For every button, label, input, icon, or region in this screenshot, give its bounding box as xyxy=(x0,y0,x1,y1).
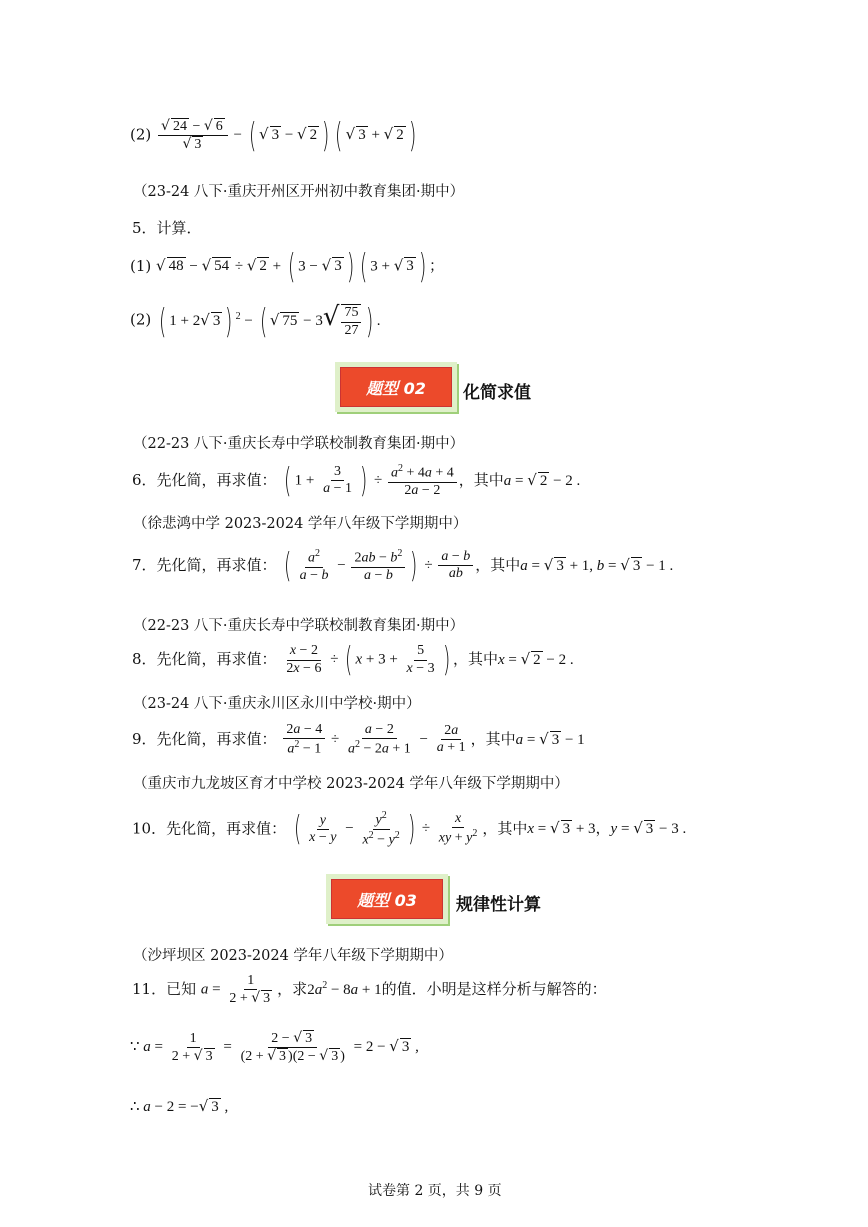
problem-5-part-2: (2) ( 1 + 2√ 3 ) $^2$ − ( √ 75 − 3√ $\frac{75}{27}$ ) . xyxy=(130,301,381,342)
problem-11: 11．已知 a = $\frac{1}{2 + √ 3}$ ，求$2a^2 - 8a + 1$的值．小明是这样分析与解答的： xyxy=(132,973,607,1007)
solution-line-2: ∴ a − 2 = −√ 3 , xyxy=(130,1096,229,1115)
source-note: （重庆市九龙坡区育才中学校 2023-2024 学年八年级下学期期中） xyxy=(133,776,569,792)
problem-7: 7．先化简，再求值： ( $\frac{a^2}{a - b}$ − $\frac{2ab - b^2}{a - b}$ ) ÷ $\frac{a - b}{ab}$ ，其中a = √ 3 + 1, b = √ 3 − 1 . xyxy=(132,545,674,586)
section-badge-label: 题型 03 xyxy=(331,879,443,919)
source-note: （23-24 八下·重庆永川区永川中学校·期中） xyxy=(133,696,421,712)
source-note: （22-23 八下·重庆长寿中学联校制教育集团·期中） xyxy=(133,436,465,452)
section-badge-02 xyxy=(335,362,457,412)
source-note: （徐悲鸿中学 2023-2024 学年八年级下学期期中） xyxy=(133,516,468,532)
solution-line-1: ∵ a = $\frac{1}{2 + √ 3}$ = $\frac{2 - √ 3}{(2 + √ 3 )(2 - √ 3 )}$ = 2 − √ 3 , xyxy=(130,1030,419,1065)
section-badge-03 xyxy=(326,874,448,924)
problem-5-part-1: (1) √ 48 − √ 54 ÷ √ 2 + ( 3 − √ 3 ) ( 3 + √ 3 ) ； xyxy=(130,247,445,287)
problem-8: 8．先化简，再求值： $\frac{x - 2}{2x - 6}$ ÷ ( x + 3 + $\frac{5}{x - 3}$ ) ，其中x = √ 2 − 2 . xyxy=(132,640,574,680)
page-footer: 试卷第 2 页，共 9 页 xyxy=(368,1183,502,1199)
source-note: （沙坪坝区 2023-2024 学年八年级下学期期中） xyxy=(133,948,453,964)
problem-4-part-2: (2) $\frac{√ 24 - √ 6}{√ 3}$ − ( √ 3 − √ 2 ) ( √ 3 + √ 2 ) xyxy=(130,115,417,156)
section-title-03: 规律性计算 xyxy=(456,895,541,915)
problem-9: 9．先化简，再求值： $\frac{2a - 4}{a^2 - 1}$ ÷ $\frac{a - 2}{a^2 - 2a + 1}$ − $\frac{2a}{a + 1}$ ，其中a = √ 3 − 1 xyxy=(132,722,585,757)
source-note: （22-23 八下·重庆长寿中学联校制教育集团·期中） xyxy=(133,618,465,634)
part-label: (2) xyxy=(130,125,152,144)
problem-5-stem: 5．计算． xyxy=(132,219,202,237)
section-title-02: 化简求值 xyxy=(463,383,531,403)
problem-6: 6．先化简，再求值： ( 1 + $\frac{3}{a - 1}$ ) ÷ $\frac{a^2 + 4a + 4}{2a - 2}$ ，其中a = √ 2 − 2 . xyxy=(132,460,581,501)
problem-10: 10．先化简，再求值： ( $\frac{y}{x - y}$ − $\frac{y^2}{x^2 - y^2}$ ) ÷ $\frac{x}{xy + y^2}$ ，其中x = √ 3 + 3，y = √ 3 − 3 . xyxy=(132,809,687,850)
section-badge-label: 题型 02 xyxy=(340,367,452,407)
source-note: （23-24 八下·重庆开州区开州初中教育集团·期中） xyxy=(133,184,465,200)
